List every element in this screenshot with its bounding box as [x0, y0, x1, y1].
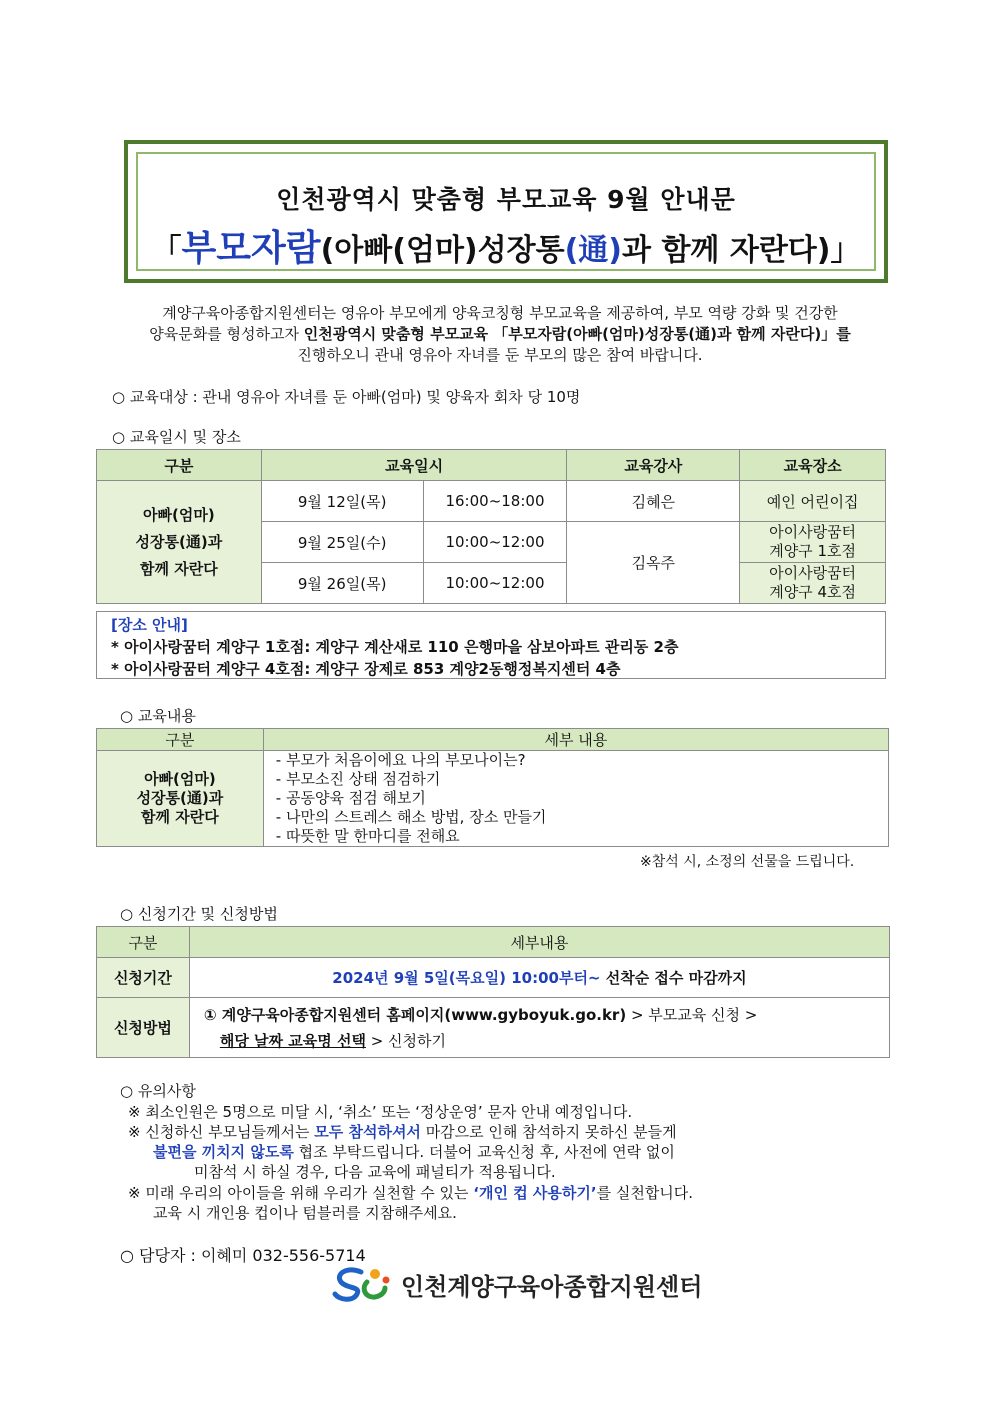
- contact-line: ○ 담당자 : 이혜미 032-556-5714: [120, 1246, 366, 1265]
- intro-line3: 진행하오니 관내 영유아 자녀를 둔 부모의 많은 참여 바랍니다.: [297, 346, 703, 364]
- apply-header-detail: 세부내용: [189, 927, 889, 958]
- notes-heading: ○ 유의사항: [120, 1082, 196, 1100]
- group-line: 함께 자란다: [140, 559, 218, 578]
- target-line: ○ 교육대상 : 관내 영유아 자녀를 둔 아빠(엄마) 및 양육자 회차 당 10명: [112, 388, 581, 406]
- apply-homepage-link[interactable]: ① 계양구육아종합지원센터 홈페이지(www.gyboyuk.go.kr): [203, 1005, 627, 1024]
- content-heading: ○ 교육내용: [120, 707, 196, 725]
- intro-paragraph: [110, 303, 890, 366]
- content-detail-cell: [263, 751, 888, 847]
- apply-method-final: > 신청하기: [365, 1031, 447, 1050]
- schedule-header-category: 구분: [97, 450, 262, 481]
- content-header-detail: 세부 내용: [263, 729, 888, 751]
- group-line: 성장통(通)과: [135, 532, 223, 551]
- schedule-place: [740, 522, 886, 563]
- gift-note: ※참석 시, 소정의 선물을 드립니다.: [640, 854, 855, 870]
- content-table: [96, 728, 889, 847]
- list-item: - 부모소진 상태 점검하기: [275, 770, 441, 788]
- schedule-heading: ○ 교육일시 및 장소: [112, 428, 241, 446]
- schedule-time: 16:00~18:00: [423, 481, 567, 522]
- schedule-header-instructor: 교육강사: [567, 450, 740, 481]
- note-2-a: ※ 신청하신 부모님들께서는: [128, 1123, 315, 1141]
- schedule-date: 9월 12일(목): [261, 481, 423, 522]
- intro-line1: 계양구육아종합지원센터는 영유아 부모에게 양육코칭형 부모교육을 제공하여, 부모 역량 강화 및 건강한: [162, 304, 838, 322]
- apply-method-step: > 부모교육 신청 >: [626, 1005, 758, 1024]
- list-item: - 부모가 처음이에요 나의 부모나이는?: [275, 751, 526, 769]
- schedule-instructor: 김옥주: [567, 522, 740, 604]
- place-line: 계양구 1호점: [769, 542, 856, 560]
- title-open-bracket: 「: [151, 233, 182, 268]
- table-row: [97, 481, 886, 522]
- place-notice-line2: * 아이사랑꿈터 계양구 4호점: 계양구 장제로 853 계양2동행정복지센터 4층: [111, 660, 621, 678]
- title-box: [124, 140, 888, 283]
- place-notice: [96, 611, 886, 679]
- note-5-c: 를 실천합니다.: [596, 1184, 694, 1202]
- intro-line2: [110, 324, 890, 345]
- note-1: ※ 최소인원은 5명으로 미달 시, ‘취소’ 또는 ‘정상운영’ 문자 안내 예정입니다.: [128, 1103, 633, 1121]
- note-3-b: 협조 부탁드립니다. 더불어 교육신청 후, 사전에 연락 없이: [293, 1143, 675, 1161]
- apply-method-line1: [204, 1002, 889, 1028]
- group-line: 성장통(通)과: [136, 789, 224, 807]
- note-2-c: 마감으로 인해 참석하지 못하신 분들게: [420, 1123, 677, 1141]
- schedule-instructor: 김혜은: [567, 481, 740, 522]
- list-item: - 공동양육 점검 해보기: [275, 789, 426, 807]
- intro-line2-a: 양육문화를 형성하고자: [149, 325, 304, 343]
- title-line2: [138, 220, 874, 271]
- schedule-place: [740, 563, 886, 604]
- note-6: 교육 시 개인용 컵이나 텀블러를 지참해주세요.: [153, 1204, 457, 1222]
- schedule-date: 9월 26일(목): [261, 563, 423, 604]
- content-header-category: 구분: [97, 729, 264, 751]
- schedule-header-datetime: 교육일시: [261, 450, 567, 481]
- note-4: 미참석 시 하실 경우, 다음 교육에 패널티가 적용됩니다.: [194, 1163, 556, 1181]
- apply-heading: ○ 신청기간 및 신청방법: [120, 905, 278, 923]
- schedule-time: 10:00~12:00: [423, 563, 567, 604]
- apply-method-line2: [204, 1028, 889, 1054]
- title-subtitle-a: (아빠(엄마)성장통: [320, 233, 565, 268]
- schedule-time: 10:00~12:00: [423, 522, 567, 563]
- title-close-bracket: 」: [830, 233, 861, 268]
- schedule-date: 9월 25일(수): [261, 522, 423, 563]
- apply-method-select: 해당 날짜 교육명 선택: [219, 1031, 366, 1050]
- schedule-group-cell: [97, 481, 262, 604]
- title-inner-border: [136, 152, 876, 271]
- group-line: 아빠(엄마): [143, 505, 215, 524]
- intro-line2-b: 인천광역시 맞춤형 부모교육 「부모자람(아빠(엄마)성장통(通)과 함께 자란다)」를: [303, 325, 851, 343]
- place-notice-line1: * 아이사랑꿈터 계양구 1호점: 계양구 계산새로 110 은행마을 삼보아파트 관리동 2층: [111, 638, 679, 656]
- title-tong: (通): [564, 233, 623, 268]
- schedule-table: [96, 449, 886, 604]
- note-2-emphasis: 모두 참석하셔서: [314, 1123, 421, 1141]
- apply-method-value: [189, 998, 889, 1058]
- apply-header-category: 구분: [97, 927, 190, 958]
- place-line: 계양구 4호점: [769, 583, 856, 601]
- apply-period-label: 신청기간: [97, 958, 190, 998]
- list-item: - 따뜻한 말 한마디를 전해요: [275, 827, 460, 845]
- group-line: 아빠(엄마): [144, 770, 216, 788]
- place-notice-heading: [장소 안내]: [111, 616, 188, 634]
- note-5-emphasis: ‘개인 컵 사용하기’: [473, 1184, 597, 1202]
- apply-method-label: 신청방법: [97, 998, 190, 1058]
- apply-period-end: 선착순 접수 마감까지: [600, 969, 747, 987]
- apply-period-value: [189, 958, 889, 998]
- apply-period-start: 2024년 9월 5일(목요일) 10:00부터~: [332, 969, 601, 987]
- title-line1: 인천광역시 맞춤형 부모교육 9월 안내문: [276, 185, 736, 214]
- list-item: - 나만의 스트레스 해소 방법, 장소 만들기: [275, 808, 547, 826]
- center-logo-text: 인천계양구육아종합지원센터: [401, 1272, 703, 1301]
- group-line: 함께 자란다: [141, 808, 219, 826]
- note-3-emphasis: 불편을 끼치지 않도록: [153, 1143, 294, 1161]
- content-group-cell: [97, 751, 264, 847]
- schedule-place: 예인 어린이집: [740, 481, 886, 522]
- note-5-a: ※ 미래 우리의 아이들을 위해 우리가 실천할 수 있는: [128, 1184, 474, 1202]
- apply-table: [96, 926, 890, 1058]
- center-logo: [331, 1264, 702, 1304]
- center-logo-icon: [331, 1264, 393, 1304]
- title-subtitle-b: 과 함께 자란다): [622, 233, 831, 268]
- place-line: 아이사랑꿈터: [769, 523, 857, 541]
- title-program-name: 부모자람: [181, 228, 321, 269]
- place-line: 아이사랑꿈터: [769, 564, 857, 582]
- schedule-header-place: 교육장소: [740, 450, 886, 481]
